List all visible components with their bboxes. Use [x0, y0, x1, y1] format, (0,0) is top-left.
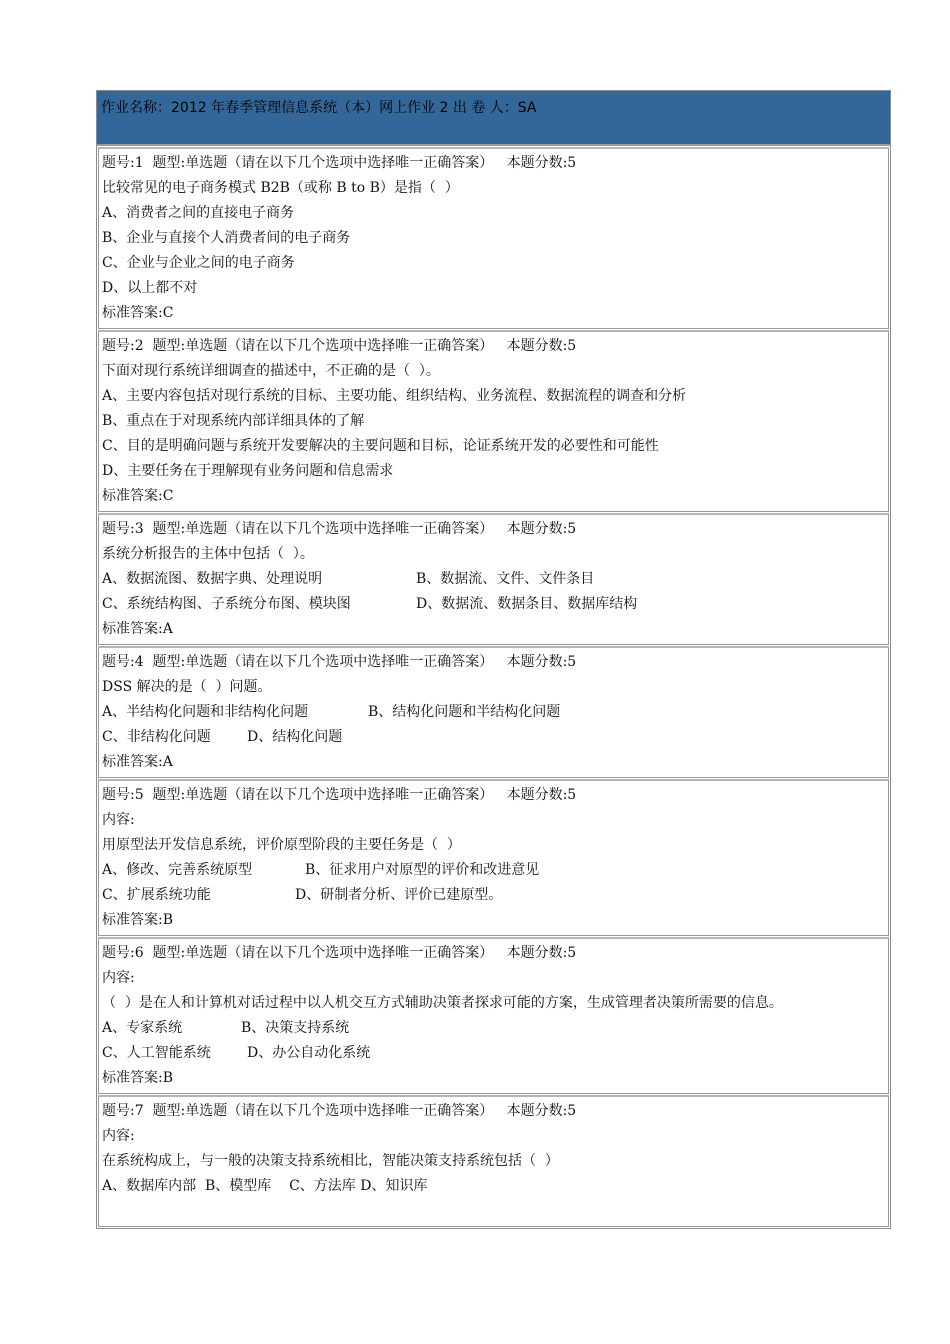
question-stem: 用原型法开发信息系统，评价原型阶段的主要任务是（ ） [102, 837, 461, 853]
option-row [102, 567, 885, 592]
question-stem: 在系统构成上，与一般的决策支持系统相比，智能决策支持系统包括（ ） [102, 1153, 559, 1169]
question-block [98, 330, 889, 512]
question-meta: 题号:1 题型:单选题（请在以下几个选项中选择唯一正确答案） 本题分数:5 [102, 155, 577, 171]
option: A、专家系统 [102, 1020, 183, 1036]
option-row [102, 858, 885, 883]
standard-answer: 标准答案:A [102, 621, 173, 637]
option: D、主要任务在于理解现有业务问题和信息需求 [102, 463, 394, 479]
option: C、企业与企业之间的电子商务 [102, 255, 295, 271]
content-label: 内容: [102, 812, 135, 828]
option: D、办公自动化系统 [247, 1045, 371, 1061]
option: C、非结构化问题 [102, 729, 211, 745]
option-row [102, 1041, 885, 1066]
question-stem: 系统分析报告的主体中包括（ ）。 [102, 546, 314, 562]
blank-space [102, 1199, 885, 1224]
standard-answer: 标准答案:B [102, 912, 174, 928]
homework-sheet [96, 90, 891, 1229]
homework-title: 作业名称：2012 年春季管理信息系统（本）网上作业 2 出 卷 人：SA [101, 100, 537, 116]
question-stem: 下面对现行系统详细调查的描述中，不正确的是（ ）。 [102, 363, 440, 379]
question-block [98, 779, 889, 936]
option-row [102, 1016, 885, 1041]
question-meta: 题号:5 题型:单选题（请在以下几个选项中选择唯一正确答案） 本题分数:5 [102, 787, 577, 803]
option: C、扩展系统功能 [102, 887, 211, 903]
option-row [102, 592, 885, 617]
question-stem: （ ）是在人和计算机对话过程中以人机交互方式辅助决策者探求可能的方案，生成管理者决策所需要的信息。 [102, 995, 783, 1011]
option-row [102, 725, 885, 750]
option-row [102, 700, 885, 725]
option: D、结构化问题 [247, 729, 343, 745]
homework-header [97, 91, 890, 146]
question-block [98, 937, 889, 1094]
content-label: 内容: [102, 1128, 135, 1144]
option: A、主要内容包括对现行系统的目标、主要功能、组织结构、业务流程、数据流程的调查和分析 [102, 388, 687, 404]
option: B、数据流、文件、文件条目 [416, 571, 595, 587]
question-meta: 题号:4 题型:单选题（请在以下几个选项中选择唯一正确答案） 本题分数:5 [102, 654, 577, 670]
option: B、重点在于对现系统内部详细具体的了解 [102, 413, 365, 429]
question-meta: 题号:6 题型:单选题（请在以下几个选项中选择唯一正确答案） 本题分数:5 [102, 945, 577, 961]
question-meta: 题号:3 题型:单选题（请在以下几个选项中选择唯一正确答案） 本题分数:5 [102, 521, 577, 537]
option-row [102, 883, 885, 908]
option: A、消费者之间的直接电子商务 [102, 205, 295, 221]
question-stem: 比较常见的电子商务模式 B2B（或称 B to B）是指（ ） [102, 180, 459, 196]
option: B、决策支持系统 [241, 1020, 350, 1036]
standard-answer: 标准答案:B [102, 1070, 174, 1086]
option: B、企业与直接个人消费者间的电子商务 [102, 230, 351, 246]
question-block [98, 147, 889, 329]
question-block [98, 513, 889, 645]
content-label: 内容: [102, 970, 135, 986]
question-meta: 题号:2 题型:单选题（请在以下几个选项中选择唯一正确答案） 本题分数:5 [102, 338, 577, 354]
question-meta: 题号:7 题型:单选题（请在以下几个选项中选择唯一正确答案） 本题分数:5 [102, 1103, 577, 1119]
option: D、研制者分析、评价已建原型。 [295, 887, 503, 903]
standard-answer: 标准答案:C [102, 488, 174, 504]
standard-answer: 标准答案:C [102, 305, 174, 321]
option: D、以上都不对 [102, 280, 198, 296]
option: D、数据流、数据条目、数据库结构 [416, 596, 638, 612]
option: C、系统结构图、子系统分布图、模块图 [102, 596, 351, 612]
option: C、目的是明确问题与系统开发要解决的主要问题和目标，论证系统开发的必要性和可能性 [102, 438, 659, 454]
option-line: A、数据库内部 B、模型库 C、方法库 D、知识库 [102, 1178, 428, 1194]
question-block [98, 1095, 889, 1227]
question-stem: DSS 解决的是（ ）问题。 [102, 679, 272, 695]
option: B、结构化问题和半结构化问题 [368, 704, 561, 720]
option: A、半结构化问题和非结构化问题 [102, 704, 309, 720]
standard-answer: 标准答案:A [102, 754, 173, 770]
question-block [98, 646, 889, 778]
option: B、征求用户对原型的评价和改进意见 [305, 862, 540, 878]
option: A、修改、完善系统原型 [102, 862, 253, 878]
option: A、数据流图、数据字典、处理说明 [102, 571, 323, 587]
option: C、人工智能系统 [102, 1045, 211, 1061]
